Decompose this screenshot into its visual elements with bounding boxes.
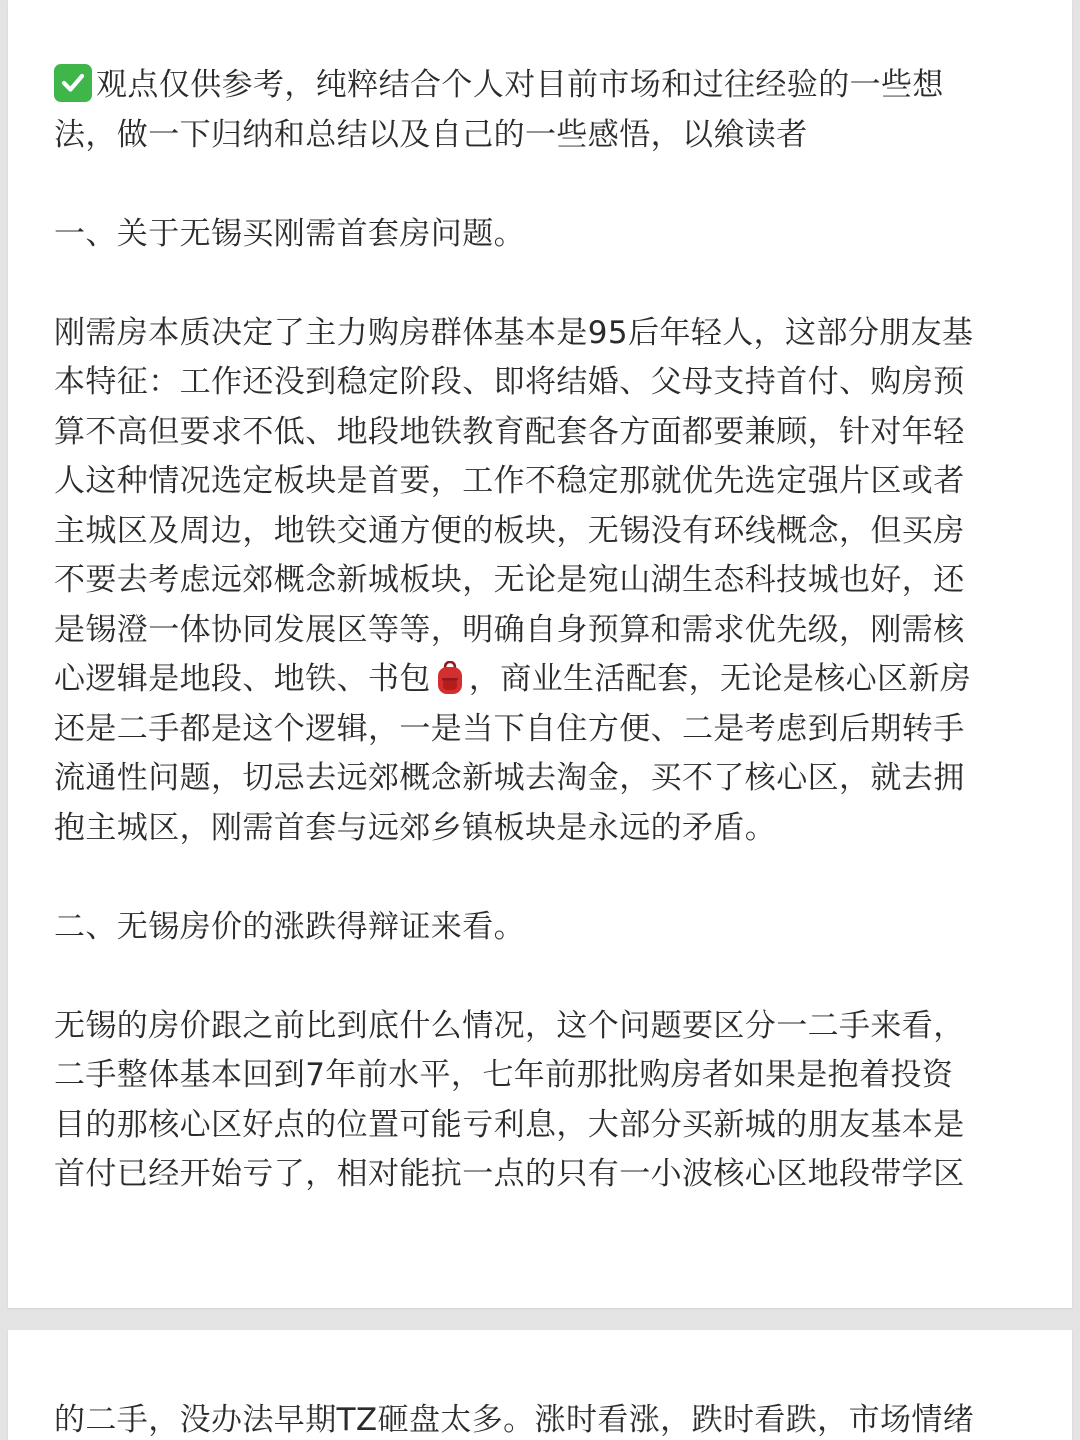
- paragraph-1-line-post: ，商业生活配套，无论是核心区新房: [468, 661, 972, 697]
- note-card-page-2: [8, 1330, 1072, 1440]
- paragraph-1-line: 还是二手都是这个逻辑，一是当下自住方便、二是考虑到后期转手: [54, 710, 965, 747]
- paragraph-2-line: 目的那核心区好点的位置可能亏利息，大部分买新城的朋友基本是: [54, 1106, 965, 1143]
- note-card-page-1: [8, 0, 1072, 1308]
- paragraph-1-line-pre: 心逻辑是地段、地铁、书包: [54, 661, 431, 697]
- paragraph-1-line: 本特征：工作还没到稳定阶段、即将结婚、父母支持首付、购房预: [54, 364, 965, 400]
- paragraph-1-line: 不要去考虑远郊概念新城板块，无论是宛山湖生态科技城也好，还: [54, 562, 965, 598]
- paragraph-2-line: 首付已经开始亏了，相对能抗一点的只有一小波核心区地段带学区: [54, 1156, 965, 1192]
- paragraph-1-line: 主城区及周边，地铁交通方便的板块，无锡没有环线概念，但买房: [54, 512, 965, 549]
- paragraph-1-line: 刚需房本质决定了主力购房群体基本是95后年轻人，这部分朋友基: [54, 314, 974, 351]
- paragraph-2-continued-line: 的二手，没办法早期TZ砸盘太多。涨时看涨，跌时看跌，市场情绪: [54, 1402, 975, 1438]
- section-heading-2: 二、无锡房价的涨跌得辩证来看。: [54, 908, 525, 945]
- note-body: [54, 61, 1044, 1200]
- intro-line-1: [54, 61, 1044, 111]
- paragraph-1-line: 是锡澄一体协同发展区等等，明确自身预算和需求优先级，刚需核: [54, 611, 965, 648]
- paragraph-2-line: 无锡的房价跟之前比到底什么情况，这个问题要区分一二手来看，: [54, 1007, 965, 1044]
- paragraph-1-line: 流通性问题，切忌去远郊概念新城去淘金，买不了核心区，就去拥: [54, 760, 965, 796]
- note-body-continued: [54, 1396, 1044, 1440]
- intro-text: 观点仅供参考，纯粹结合个人对目前市场和过往经验的一些想: [96, 67, 944, 103]
- section-heading-1: 一、关于无锡买刚需首套房问题。: [54, 215, 525, 252]
- paragraph-1-line: 人这种情况选定板块是首要，工作不稳定那就优先选定强片区或者: [54, 463, 965, 499]
- paragraph-2-line: 二手整体基本回到7年前水平，七年前那批购房者如果是抱着投资: [54, 1057, 954, 1093]
- paragraph-1-line: 抱主城区，刚需首套与远郊乡镇板块是永远的矛盾。: [54, 809, 777, 846]
- backpack-emoji-icon: [435, 661, 465, 695]
- intro-line-2: 法，做一下归纳和总结以及自己的一些感悟，以飨读者: [54, 116, 808, 153]
- paragraph-1-line-with-emoji: [54, 655, 1044, 705]
- paragraph-1-line: 算不高但要求不低、地段地铁教育配套各方面都要兼顾，针对年轻: [54, 413, 965, 450]
- check-mark-emoji-icon: [54, 64, 92, 102]
